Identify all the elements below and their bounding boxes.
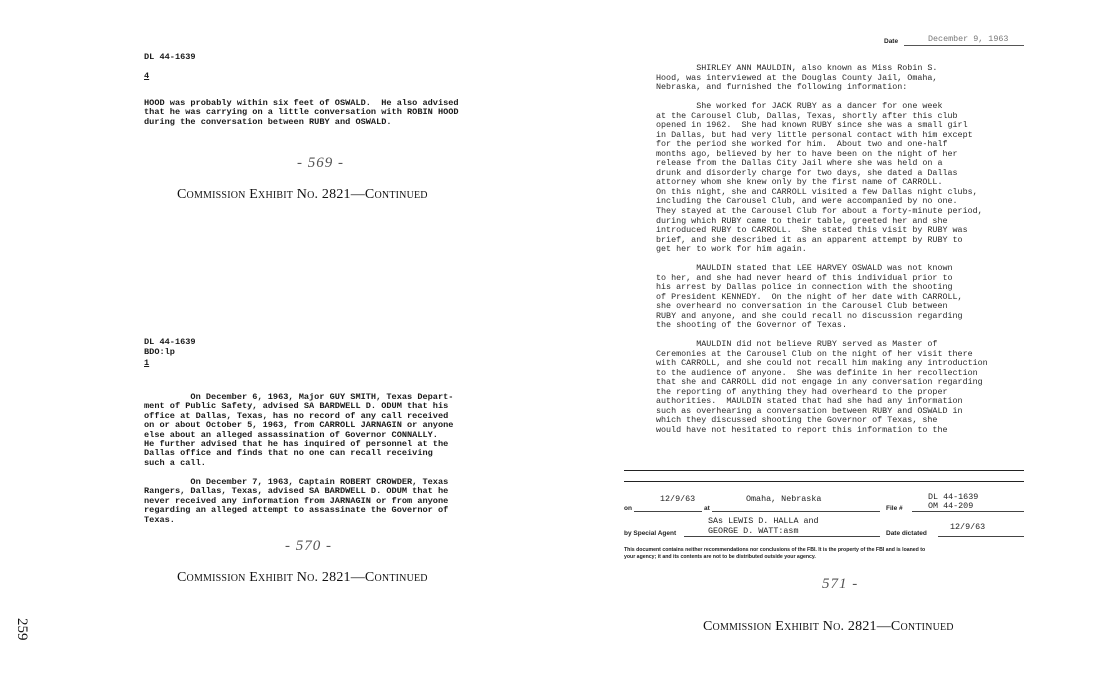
right-intro: SHIRLEY ANN MAULDIN, also known as Miss Robin S. Hood, was interviewed at the Douglas County Jail, Omaha, Nebraska, and furnished the following information: — [656, 63, 938, 93]
right-date-underline — [904, 45, 1024, 46]
right-date-value: December 9, 1963 — [928, 34, 1009, 44]
left-upper-caption — [177, 187, 428, 203]
footer-file-underline — [912, 511, 1024, 512]
right-paragraph-3: MAULDIN did not believe RUBY served as Master of Ceremonies at the Carousel Club on the night of her visit there with CARROLL, and she could not recall him making any introduction to the audience of anyone. She was definite in her recollection that she and CARROLL did not engage in any conversation regarding the reporting of anything they had overheard to the proper authorities. MAULDIN stated that had she had any information such as overhearing a conversation between RUBY and OSWALD in which they discussed shooting the Governor of Texas, she would have not hesitated to report this information to the — [656, 339, 988, 435]
footer-agent-value-2: GEORGE D. WATT:asm — [708, 526, 799, 536]
left-lower-file-number: DL 44-1639 — [144, 337, 196, 347]
left-upper-body: HOOD was probably within six feet of OSWALD. He also advised that he was carrying on a little conversation with ROBIN HOOD during the conversation between RUBY and OSWALD. — [144, 98, 459, 127]
footer-at-value: Omaha, Nebraska — [746, 494, 822, 504]
left-upper-page-mark: 4 — [144, 71, 150, 81]
left-lower-office: BDO:lp — [144, 347, 175, 357]
footer-file-value-2: OM 44-209 — [928, 501, 974, 511]
footer-at-label: at — [704, 505, 710, 512]
left-lower-paragraph-1: On December 6, 1963, Major GUY SMITH, Texas Depart- ment of Public Safety, advised SA BARDWELL D. ODUM that his office at Dallas, Texas, has no record of any call received on or about October 5, 1963, from CARROLL JARNAGIN or anyone else about an alleged assassination of Governor CONNALLY. He further advised that he has inquired of personnel at the Dallas office and finds that no one can recall receiving such a call. — [144, 392, 454, 468]
right-handwritten-page: 571 - — [822, 576, 859, 592]
footer-agent-label: by Special Agent — [624, 530, 677, 537]
left-lower-caption — [177, 570, 428, 586]
footer-file-label: File # — [886, 505, 903, 512]
left-lower-paragraph-2: On December 7, 1963, Captain ROBERT CROWDER, Texas Rangers, Dallas, Texas, advised SA BARDWELL D. ODUM that he never received any information from JARNAGIN or from anyone regarding an alleged attempt to assassinate the Governor of Texas. — [144, 477, 449, 525]
footer-on-value: 12/9/63 — [660, 494, 696, 504]
footer-on-underline — [634, 511, 702, 512]
footer-agent-value-1: SAs LEWIS D. HALLA and — [708, 516, 819, 526]
left-lower-caption-text: Commission Exhibit No. 2821—Continued — [177, 570, 428, 585]
right-paragraph-1: She worked for JACK RUBY as a dancer for one week at the Carousel Club, Dallas, Texas, shortly after this club opened in 1962. She had known RUBY since she was a small girl in Dallas, but had very little personal contact with him except for the period she worked for him. About two and one-half months ago, believed by her to have been on the night of her release from the Dallas City Jail where she was held on a drunk and disorderly charge for two days, she dated a Dallas attorney whom she knew only by the first name of CARROLL. On this night, she and CARROLL visited a few Dallas night clubs, including the Carousel Club, and were accompanied by no one. They stayed at the Carousel Club for about a forty-minute period, during which RUBY came to their table, greeted her and she introduced RUBY to CARROLL. She stated this visit by RUBY was brief, and she described it as an apparent attempt by RUBY to get her to work for him again. — [656, 101, 983, 255]
footer-on-label: on — [624, 505, 632, 512]
footer-at-underline — [712, 511, 880, 512]
footer-second-rule — [624, 481, 1024, 482]
right-date-label: Date — [884, 38, 899, 45]
left-upper-caption-text: Commission Exhibit No. 2821—Continued — [177, 187, 428, 202]
left-upper-file-number: DL 44-1639 — [144, 52, 196, 62]
left-lower-handwritten-page: - 570 - — [285, 538, 332, 554]
footer-dictated-label: Date dictated — [886, 530, 927, 537]
left-lower-page-mark: 1 — [144, 358, 150, 368]
right-paragraph-2: MAULDIN stated that LEE HARVEY OSWALD was not known to her, and she had never heard of this individual prior to his arrest by Dallas police in connection with the shooting of President KENNEDY. On the night of her date with CARROLL, she overheard no conversation in the Carousel Club between RUBY and anyone, and she could recall no discussion regarding the shooting of the Governor of Texas. — [656, 263, 963, 331]
footer-agent-underline — [684, 536, 880, 537]
right-caption — [703, 619, 954, 635]
footer-file-value-1: DL 44-1639 — [928, 492, 979, 502]
footer-dictated-underline — [938, 536, 1024, 537]
left-upper-handwritten-page: - 569 - — [297, 155, 344, 171]
right-caption-text: Commission Exhibit No. 2821—Continued — [703, 619, 954, 634]
page-number: 259 — [14, 618, 30, 641]
footer-dictated-value: 12/9/63 — [950, 522, 986, 532]
footer-notice: This document contains neither recommendations nor conclusions of the FBI. It is the property of the FBI and is loaned to your agency; it and its contents are not to be distributed outside your agency. — [624, 547, 926, 560]
footer-top-rule — [624, 470, 1024, 471]
